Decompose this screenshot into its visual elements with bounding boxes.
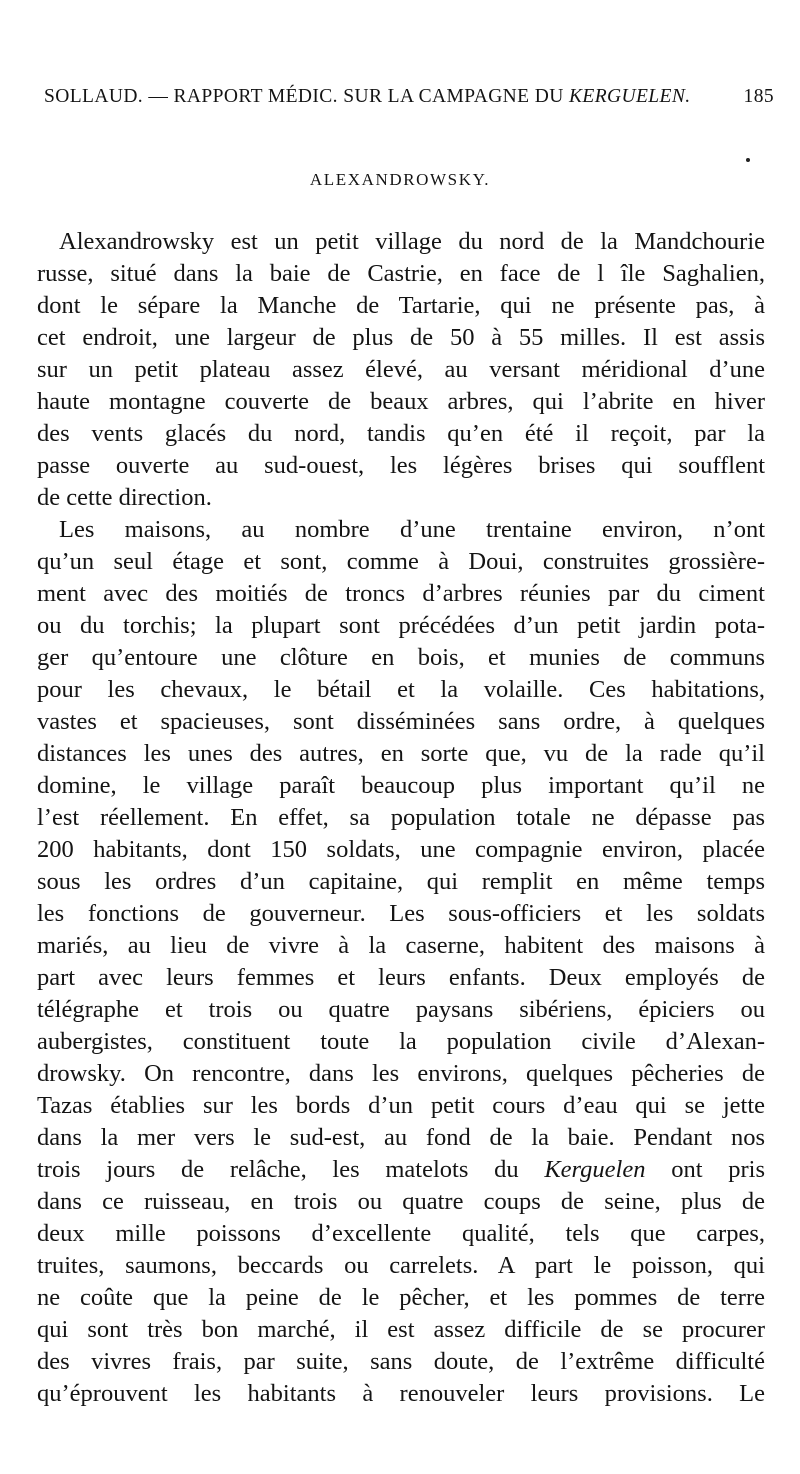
text-line: de cette direction.: [37, 484, 212, 511]
ship-name: KERGUELEN.: [569, 86, 691, 107]
text-line: passe ouverte au sud-ouest, les légères brises qui soufflent: [37, 452, 765, 479]
running-title: SOLLAUD. — RAPPORT MÉDIC. SUR LA CAMPAGNE DU KERGUELEN.: [44, 86, 691, 107]
text-line: haute montagne couverte de beaux arbres, qui l’abrite en hiver: [37, 388, 765, 415]
text-line: vastes et spacieuses, sont disséminées sans ordre, à quelques: [37, 708, 765, 735]
text-line: sous les ordres d’un capitaine, qui remplit en même temps: [37, 868, 765, 895]
text-line: trois jours de relâche, les matelots du Kerguelen ont pris: [37, 1156, 766, 1183]
text-line: ment avec des moitiés de troncs d’arbres réunies par du ciment: [37, 580, 765, 607]
text-line: qu’un seul étage et sont, comme à Doui, construites grossière-: [37, 548, 765, 575]
text-line: mariés, au lieu de vivre à la caserne, habitent des maisons à: [37, 932, 765, 959]
text-line: dont le sépare la Manche de Tartarie, qui ne présente pas, à: [37, 292, 765, 319]
text-line: ou du torchis; la plupart sont précédées d’un petit jardin pota-: [37, 612, 765, 639]
text-line: truites, saumons, beccards ou carrelets. A part le poisson, qui: [37, 1252, 765, 1279]
text-line: sur un petit plateau assez élevé, au versant méridional d’une: [37, 356, 765, 383]
text-line: des vivres frais, par suite, sans doute, de l’extrême difficulté: [37, 1348, 765, 1375]
text-line: ger qu’entoure une clôture en bois, et munies de communs: [37, 644, 765, 671]
text-line: télégraphe et trois ou quatre paysans sibériens, épiciers ou: [37, 996, 765, 1023]
text-line: les fonctions de gouverneur. Les sous-officiers et les soldats: [37, 900, 765, 927]
body-text: [37, 226, 765, 1410]
text-line: l’est réellement. En effet, sa population totale ne dépasse pas: [37, 804, 765, 831]
text-line: russe, situé dans la baie de Castrie, en face de l île Saghalien,: [37, 260, 765, 287]
text-line: Alexandrowsky est un petit village du nord de la Mandchourie: [59, 228, 765, 255]
text-line: drowsky. On rencontre, dans les environs, quelques pêcheries de: [37, 1060, 765, 1087]
text-line: ne coûte que la peine de le pêcher, et les pommes de terre: [37, 1284, 765, 1311]
text-line: cet endroit, une largeur de plus de 50 à 55 milles. Il est assis: [37, 324, 765, 351]
text-line: 200 habitants, dont 150 soldats, une compagnie environ, placée: [37, 836, 765, 863]
text-line: part avec leurs femmes et leurs enfants. Deux employés de: [37, 964, 765, 991]
page-number: 185: [743, 86, 774, 107]
text-line: Tazas établies sur les bords d’un petit cours d’eau qui se jette: [37, 1092, 765, 1119]
text-line: pour les chevaux, le bétail et la volaille. Ces habitations,: [37, 676, 765, 703]
text-line: distances les unes des autres, en sorte que, vu de la rade qu’il: [37, 740, 765, 767]
text-line: dans ce ruisseau, en trois ou quatre coups de seine, plus de: [37, 1188, 765, 1215]
section-title: ALEXANDROWSKY.: [309, 170, 491, 189]
text-line: qui sont très bon marché, il est assez difficile de se procurer: [37, 1316, 765, 1343]
text-line: des vents glacés du nord, tandis qu’en été il reçoit, par la: [37, 420, 765, 447]
text-line: domine, le village paraît beaucoup plus important qu’il ne: [37, 772, 765, 799]
text-line: aubergistes, constituent toute la population civile d’Alexan-: [37, 1028, 765, 1055]
speck-mark: [746, 158, 750, 162]
ship-name-inline: Kerguelen: [544, 1156, 646, 1183]
text-line: Les maisons, au nombre d’une trentaine environ, n’ont: [59, 516, 765, 543]
text-line: dans la mer vers le sud-est, au fond de la baie. Pendant nos: [37, 1124, 765, 1151]
running-header: [44, 86, 774, 108]
text-line: qu’éprouvent les habitants à renouveler leurs provisions. Le: [37, 1380, 765, 1407]
text-line: deux mille poissons d’excellente qualité, tels que carpes,: [37, 1220, 765, 1247]
